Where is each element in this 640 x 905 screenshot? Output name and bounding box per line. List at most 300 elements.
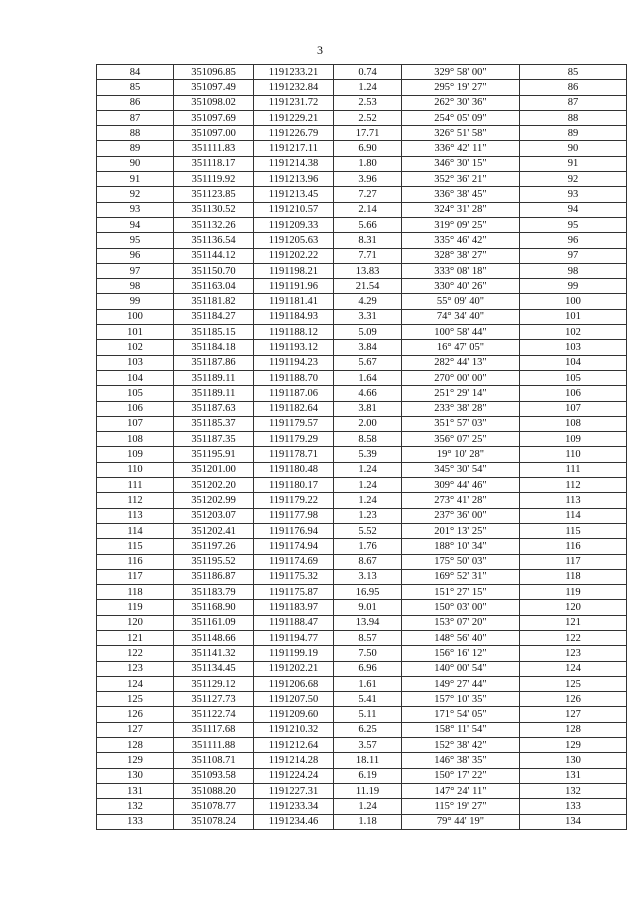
table-row: [97, 478, 627, 493]
distance-cell: 1.24: [334, 462, 402, 477]
distance-cell: 1.24: [334, 493, 402, 508]
point-from-cell: 104: [97, 370, 174, 385]
table-row: [97, 386, 627, 401]
x-coordinate-cell: 351088.20: [174, 783, 254, 798]
table-row: [97, 692, 627, 707]
x-coordinate-cell: 351096.85: [174, 65, 254, 80]
point-from-cell: 86: [97, 95, 174, 110]
point-from-cell: 96: [97, 248, 174, 263]
table-row: [97, 814, 627, 829]
table-row: [97, 615, 627, 630]
point-from-cell: 100: [97, 309, 174, 324]
y-coordinate-cell: 1191182.64: [254, 401, 334, 416]
page-number: 3: [317, 43, 323, 57]
table-row: [97, 585, 627, 600]
distance-cell: 5.09: [334, 325, 402, 340]
x-coordinate-cell: 351186.87: [174, 569, 254, 584]
table-row: [97, 325, 627, 340]
point-to-cell: 129: [520, 738, 627, 753]
bearing-cell: 356° 07' 25": [402, 432, 520, 447]
y-coordinate-cell: 1191175.32: [254, 569, 334, 584]
point-to-cell: 96: [520, 233, 627, 248]
y-coordinate-cell: 1191227.31: [254, 783, 334, 798]
point-to-cell: 98: [520, 263, 627, 278]
y-coordinate-cell: 1191176.94: [254, 523, 334, 538]
bearing-cell: 262° 30' 36": [402, 95, 520, 110]
point-from-cell: 92: [97, 187, 174, 202]
point-to-cell: 132: [520, 783, 627, 798]
x-coordinate-cell: 351078.77: [174, 799, 254, 814]
point-from-cell: 132: [97, 799, 174, 814]
point-from-cell: 101: [97, 325, 174, 340]
y-coordinate-cell: 1191210.32: [254, 722, 334, 737]
point-to-cell: 121: [520, 615, 627, 630]
bearing-cell: 157° 10' 35": [402, 692, 520, 707]
bearing-cell: 295° 19' 27": [402, 80, 520, 95]
table-row: [97, 523, 627, 538]
x-coordinate-cell: 351097.00: [174, 126, 254, 141]
point-from-cell: 106: [97, 401, 174, 416]
y-coordinate-cell: 1191180.48: [254, 462, 334, 477]
y-coordinate-cell: 1191193.12: [254, 340, 334, 355]
distance-cell: 17.71: [334, 126, 402, 141]
table-row: [97, 217, 627, 232]
point-from-cell: 116: [97, 554, 174, 569]
point-to-cell: 86: [520, 80, 627, 95]
table-row: [97, 707, 627, 722]
point-from-cell: 133: [97, 814, 174, 829]
y-coordinate-cell: 1191179.57: [254, 416, 334, 431]
distance-cell: 7.71: [334, 248, 402, 263]
x-coordinate-cell: 351183.79: [174, 585, 254, 600]
bearing-cell: 330° 40' 26": [402, 279, 520, 294]
point-to-cell: 123: [520, 646, 627, 661]
table-row: [97, 126, 627, 141]
bearing-cell: 55° 09' 40": [402, 294, 520, 309]
x-coordinate-cell: 351098.02: [174, 95, 254, 110]
table-row: [97, 110, 627, 125]
x-coordinate-cell: 351168.90: [174, 600, 254, 615]
point-from-cell: 84: [97, 65, 174, 80]
bearing-cell: 115° 19' 27": [402, 799, 520, 814]
point-to-cell: 104: [520, 355, 627, 370]
table-row: [97, 432, 627, 447]
y-coordinate-cell: 1191209.60: [254, 707, 334, 722]
table-row: [97, 202, 627, 217]
x-coordinate-cell: 351078.24: [174, 814, 254, 829]
y-coordinate-cell: 1191188.12: [254, 325, 334, 340]
point-from-cell: 85: [97, 80, 174, 95]
x-coordinate-cell: 351123.85: [174, 187, 254, 202]
bearing-cell: 188° 10' 34": [402, 539, 520, 554]
point-from-cell: 99: [97, 294, 174, 309]
distance-cell: 1.23: [334, 508, 402, 523]
point-to-cell: 114: [520, 508, 627, 523]
x-coordinate-cell: 351093.58: [174, 768, 254, 783]
y-coordinate-cell: 1191233.34: [254, 799, 334, 814]
y-coordinate-cell: 1191232.84: [254, 80, 334, 95]
table-row: [97, 172, 627, 187]
table-row: [97, 233, 627, 248]
x-coordinate-cell: 351202.99: [174, 493, 254, 508]
distance-cell: 5.52: [334, 523, 402, 538]
point-to-cell: 105: [520, 370, 627, 385]
point-from-cell: 93: [97, 202, 174, 217]
point-to-cell: 117: [520, 554, 627, 569]
distance-cell: 5.39: [334, 447, 402, 462]
point-to-cell: 134: [520, 814, 627, 829]
y-coordinate-cell: 1191214.28: [254, 753, 334, 768]
point-to-cell: 93: [520, 187, 627, 202]
bearing-cell: 329° 58' 00": [402, 65, 520, 80]
x-coordinate-cell: 351202.20: [174, 478, 254, 493]
point-to-cell: 92: [520, 172, 627, 187]
y-coordinate-cell: 1191206.68: [254, 676, 334, 691]
table-row: [97, 768, 627, 783]
distance-cell: 4.29: [334, 294, 402, 309]
point-to-cell: 120: [520, 600, 627, 615]
point-from-cell: 114: [97, 523, 174, 538]
point-from-cell: 89: [97, 141, 174, 156]
bearing-cell: 326° 51' 58": [402, 126, 520, 141]
distance-cell: 1.61: [334, 676, 402, 691]
point-from-cell: 95: [97, 233, 174, 248]
point-to-cell: 116: [520, 539, 627, 554]
point-from-cell: 103: [97, 355, 174, 370]
x-coordinate-cell: 351108.71: [174, 753, 254, 768]
distance-cell: 7.50: [334, 646, 402, 661]
point-to-cell: 130: [520, 753, 627, 768]
y-coordinate-cell: 1191213.45: [254, 187, 334, 202]
point-to-cell: 127: [520, 707, 627, 722]
x-coordinate-cell: 351118.17: [174, 156, 254, 171]
point-from-cell: 107: [97, 416, 174, 431]
bearing-cell: 148° 56' 40": [402, 630, 520, 645]
bearing-cell: 147° 24' 11": [402, 783, 520, 798]
y-coordinate-cell: 1191175.87: [254, 585, 334, 600]
distance-cell: 3.81: [334, 401, 402, 416]
point-from-cell: 128: [97, 738, 174, 753]
y-coordinate-cell: 1191213.96: [254, 172, 334, 187]
bearing-cell: 16° 47' 05": [402, 340, 520, 355]
distance-cell: 8.57: [334, 630, 402, 645]
x-coordinate-cell: 351122.74: [174, 707, 254, 722]
bearing-cell: 153° 07' 20": [402, 615, 520, 630]
point-from-cell: 115: [97, 539, 174, 554]
bearing-cell: 328° 38' 27": [402, 248, 520, 263]
table-row: [97, 447, 627, 462]
y-coordinate-cell: 1191217.11: [254, 141, 334, 156]
point-from-cell: 111: [97, 478, 174, 493]
bearing-cell: 335° 46' 42": [402, 233, 520, 248]
distance-cell: 1.64: [334, 370, 402, 385]
point-to-cell: 124: [520, 661, 627, 676]
x-coordinate-cell: 351187.86: [174, 355, 254, 370]
x-coordinate-cell: 351136.54: [174, 233, 254, 248]
table-row: [97, 95, 627, 110]
y-coordinate-cell: 1191202.22: [254, 248, 334, 263]
distance-cell: 21.54: [334, 279, 402, 294]
table-row: [97, 630, 627, 645]
x-coordinate-cell: 351119.92: [174, 172, 254, 187]
distance-cell: 3.96: [334, 172, 402, 187]
x-coordinate-cell: 351148.66: [174, 630, 254, 645]
point-to-cell: 109: [520, 432, 627, 447]
point-from-cell: 124: [97, 676, 174, 691]
bearing-cell: 346° 30' 15": [402, 156, 520, 171]
distance-cell: 3.31: [334, 309, 402, 324]
x-coordinate-cell: 351195.91: [174, 447, 254, 462]
distance-cell: 5.11: [334, 707, 402, 722]
y-coordinate-cell: 1191191.96: [254, 279, 334, 294]
point-to-cell: 87: [520, 95, 627, 110]
x-coordinate-cell: 351129.12: [174, 676, 254, 691]
table-row: [97, 80, 627, 95]
point-to-cell: 122: [520, 630, 627, 645]
distance-cell: 2.52: [334, 110, 402, 125]
point-to-cell: 128: [520, 722, 627, 737]
table-row: [97, 370, 627, 385]
y-coordinate-cell: 1191207.50: [254, 692, 334, 707]
point-to-cell: 108: [520, 416, 627, 431]
point-from-cell: 129: [97, 753, 174, 768]
point-to-cell: 91: [520, 156, 627, 171]
distance-cell: 2.14: [334, 202, 402, 217]
point-to-cell: 107: [520, 401, 627, 416]
bearing-cell: 324° 31' 28": [402, 202, 520, 217]
distance-cell: 6.96: [334, 661, 402, 676]
y-coordinate-cell: 1191188.70: [254, 370, 334, 385]
bearing-cell: 100° 58' 44": [402, 325, 520, 340]
x-coordinate-cell: 351130.52: [174, 202, 254, 217]
y-coordinate-cell: 1191183.97: [254, 600, 334, 615]
table-row: [97, 799, 627, 814]
point-from-cell: 88: [97, 126, 174, 141]
point-to-cell: 97: [520, 248, 627, 263]
y-coordinate-cell: 1191205.63: [254, 233, 334, 248]
point-from-cell: 110: [97, 462, 174, 477]
y-coordinate-cell: 1191187.06: [254, 386, 334, 401]
bearing-cell: 150° 03' 00": [402, 600, 520, 615]
x-coordinate-cell: 351189.11: [174, 370, 254, 385]
distance-cell: 13.83: [334, 263, 402, 278]
x-coordinate-cell: 351161.09: [174, 615, 254, 630]
y-coordinate-cell: 1191209.33: [254, 217, 334, 232]
bearing-cell: 336° 42' 11": [402, 141, 520, 156]
point-from-cell: 90: [97, 156, 174, 171]
table-row: [97, 600, 627, 615]
distance-cell: 1.76: [334, 539, 402, 554]
y-coordinate-cell: 1191180.17: [254, 478, 334, 493]
y-coordinate-cell: 1191177.98: [254, 508, 334, 523]
x-coordinate-cell: 351097.69: [174, 110, 254, 125]
distance-cell: 1.80: [334, 156, 402, 171]
y-coordinate-cell: 1191179.22: [254, 493, 334, 508]
point-from-cell: 122: [97, 646, 174, 661]
table-row: [97, 263, 627, 278]
bearing-cell: 309° 44' 46": [402, 478, 520, 493]
point-to-cell: 119: [520, 585, 627, 600]
point-from-cell: 108: [97, 432, 174, 447]
y-coordinate-cell: 1191184.93: [254, 309, 334, 324]
point-to-cell: 125: [520, 676, 627, 691]
y-coordinate-cell: 1191181.41: [254, 294, 334, 309]
point-to-cell: 126: [520, 692, 627, 707]
bearing-cell: 151° 27' 15": [402, 585, 520, 600]
bearing-cell: 336° 38' 45": [402, 187, 520, 202]
bearing-cell: 158° 11' 54": [402, 722, 520, 737]
distance-cell: 6.19: [334, 768, 402, 783]
y-coordinate-cell: 1191188.47: [254, 615, 334, 630]
table-row: [97, 554, 627, 569]
distance-cell: 1.18: [334, 814, 402, 829]
point-from-cell: 131: [97, 783, 174, 798]
bearing-cell: 201° 13' 25": [402, 523, 520, 538]
distance-cell: 8.31: [334, 233, 402, 248]
point-from-cell: 87: [97, 110, 174, 125]
x-coordinate-cell: 351163.04: [174, 279, 254, 294]
bearing-cell: 352° 36' 21": [402, 172, 520, 187]
distance-cell: 8.67: [334, 554, 402, 569]
table-row: [97, 738, 627, 753]
point-from-cell: 94: [97, 217, 174, 232]
bearing-cell: 140° 00' 54": [402, 661, 520, 676]
x-coordinate-cell: 351187.63: [174, 401, 254, 416]
distance-cell: 5.67: [334, 355, 402, 370]
distance-cell: 4.66: [334, 386, 402, 401]
distance-cell: 3.57: [334, 738, 402, 753]
coordinates-table: [96, 64, 627, 830]
table-row: [97, 508, 627, 523]
point-to-cell: 100: [520, 294, 627, 309]
y-coordinate-cell: 1191212.64: [254, 738, 334, 753]
y-coordinate-cell: 1191199.19: [254, 646, 334, 661]
point-to-cell: 133: [520, 799, 627, 814]
table-row: [97, 187, 627, 202]
y-coordinate-cell: 1191226.79: [254, 126, 334, 141]
x-coordinate-cell: 351144.12: [174, 248, 254, 263]
table-row: [97, 294, 627, 309]
table-row: [97, 783, 627, 798]
y-coordinate-cell: 1191198.21: [254, 263, 334, 278]
bearing-cell: 345° 30' 54": [402, 462, 520, 477]
bearing-cell: 156° 16' 12": [402, 646, 520, 661]
point-from-cell: 105: [97, 386, 174, 401]
y-coordinate-cell: 1191174.94: [254, 539, 334, 554]
y-coordinate-cell: 1191214.38: [254, 156, 334, 171]
table-row: [97, 248, 627, 263]
bearing-cell: 146° 38' 35": [402, 753, 520, 768]
point-from-cell: 98: [97, 279, 174, 294]
table-row: [97, 401, 627, 416]
table-row: [97, 340, 627, 355]
distance-cell: 1.24: [334, 80, 402, 95]
point-from-cell: 126: [97, 707, 174, 722]
table-row: [97, 661, 627, 676]
x-coordinate-cell: 351141.32: [174, 646, 254, 661]
distance-cell: 3.84: [334, 340, 402, 355]
point-to-cell: 101: [520, 309, 627, 324]
bearing-cell: 79° 44' 19": [402, 814, 520, 829]
table-row: [97, 722, 627, 737]
table-row: [97, 646, 627, 661]
point-to-cell: 111: [520, 462, 627, 477]
y-coordinate-cell: 1191234.46: [254, 814, 334, 829]
distance-cell: 5.41: [334, 692, 402, 707]
distance-cell: 3.13: [334, 569, 402, 584]
bearing-cell: 19° 10' 28": [402, 447, 520, 462]
x-coordinate-cell: 351185.15: [174, 325, 254, 340]
table-row: [97, 416, 627, 431]
y-coordinate-cell: 1191178.71: [254, 447, 334, 462]
table-row: [97, 156, 627, 171]
point-to-cell: 88: [520, 110, 627, 125]
point-to-cell: 103: [520, 340, 627, 355]
distance-cell: 6.25: [334, 722, 402, 737]
bearing-cell: 149° 27' 44": [402, 676, 520, 691]
point-to-cell: 106: [520, 386, 627, 401]
point-from-cell: 118: [97, 585, 174, 600]
point-from-cell: 125: [97, 692, 174, 707]
y-coordinate-cell: 1191179.29: [254, 432, 334, 447]
point-to-cell: 131: [520, 768, 627, 783]
bearing-cell: 169° 52' 31": [402, 569, 520, 584]
point-from-cell: 121: [97, 630, 174, 645]
y-coordinate-cell: 1191229.21: [254, 110, 334, 125]
x-coordinate-cell: 351195.52: [174, 554, 254, 569]
distance-cell: 11.19: [334, 783, 402, 798]
table-row: [97, 355, 627, 370]
x-coordinate-cell: 351150.70: [174, 263, 254, 278]
point-to-cell: 110: [520, 447, 627, 462]
x-coordinate-cell: 351187.35: [174, 432, 254, 447]
point-from-cell: 117: [97, 569, 174, 584]
table-row: [97, 569, 627, 584]
point-from-cell: 120: [97, 615, 174, 630]
distance-cell: 6.90: [334, 141, 402, 156]
point-to-cell: 94: [520, 202, 627, 217]
point-to-cell: 112: [520, 478, 627, 493]
point-to-cell: 118: [520, 569, 627, 584]
table-row: [97, 65, 627, 80]
x-coordinate-cell: 351134.45: [174, 661, 254, 676]
y-coordinate-cell: 1191210.57: [254, 202, 334, 217]
bearing-cell: 319° 09' 25": [402, 217, 520, 232]
y-coordinate-cell: 1191233.21: [254, 65, 334, 80]
distance-cell: 16.95: [334, 585, 402, 600]
distance-cell: 13.94: [334, 615, 402, 630]
table-row: [97, 493, 627, 508]
distance-cell: 0.74: [334, 65, 402, 80]
point-to-cell: 113: [520, 493, 627, 508]
bearing-cell: 270° 00' 00": [402, 370, 520, 385]
bearing-cell: 233° 38' 28": [402, 401, 520, 416]
bearing-cell: 171° 54' 05": [402, 707, 520, 722]
y-coordinate-cell: 1191194.23: [254, 355, 334, 370]
x-coordinate-cell: 351189.11: [174, 386, 254, 401]
distance-cell: 1.24: [334, 799, 402, 814]
distance-cell: 18.11: [334, 753, 402, 768]
bearing-cell: 150° 17' 22": [402, 768, 520, 783]
point-to-cell: 115: [520, 523, 627, 538]
bearing-cell: 237° 36' 00": [402, 508, 520, 523]
distance-cell: 5.66: [334, 217, 402, 232]
x-coordinate-cell: 351184.18: [174, 340, 254, 355]
x-coordinate-cell: 351202.41: [174, 523, 254, 538]
x-coordinate-cell: 351111.88: [174, 738, 254, 753]
x-coordinate-cell: 351203.07: [174, 508, 254, 523]
x-coordinate-cell: 351201.00: [174, 462, 254, 477]
